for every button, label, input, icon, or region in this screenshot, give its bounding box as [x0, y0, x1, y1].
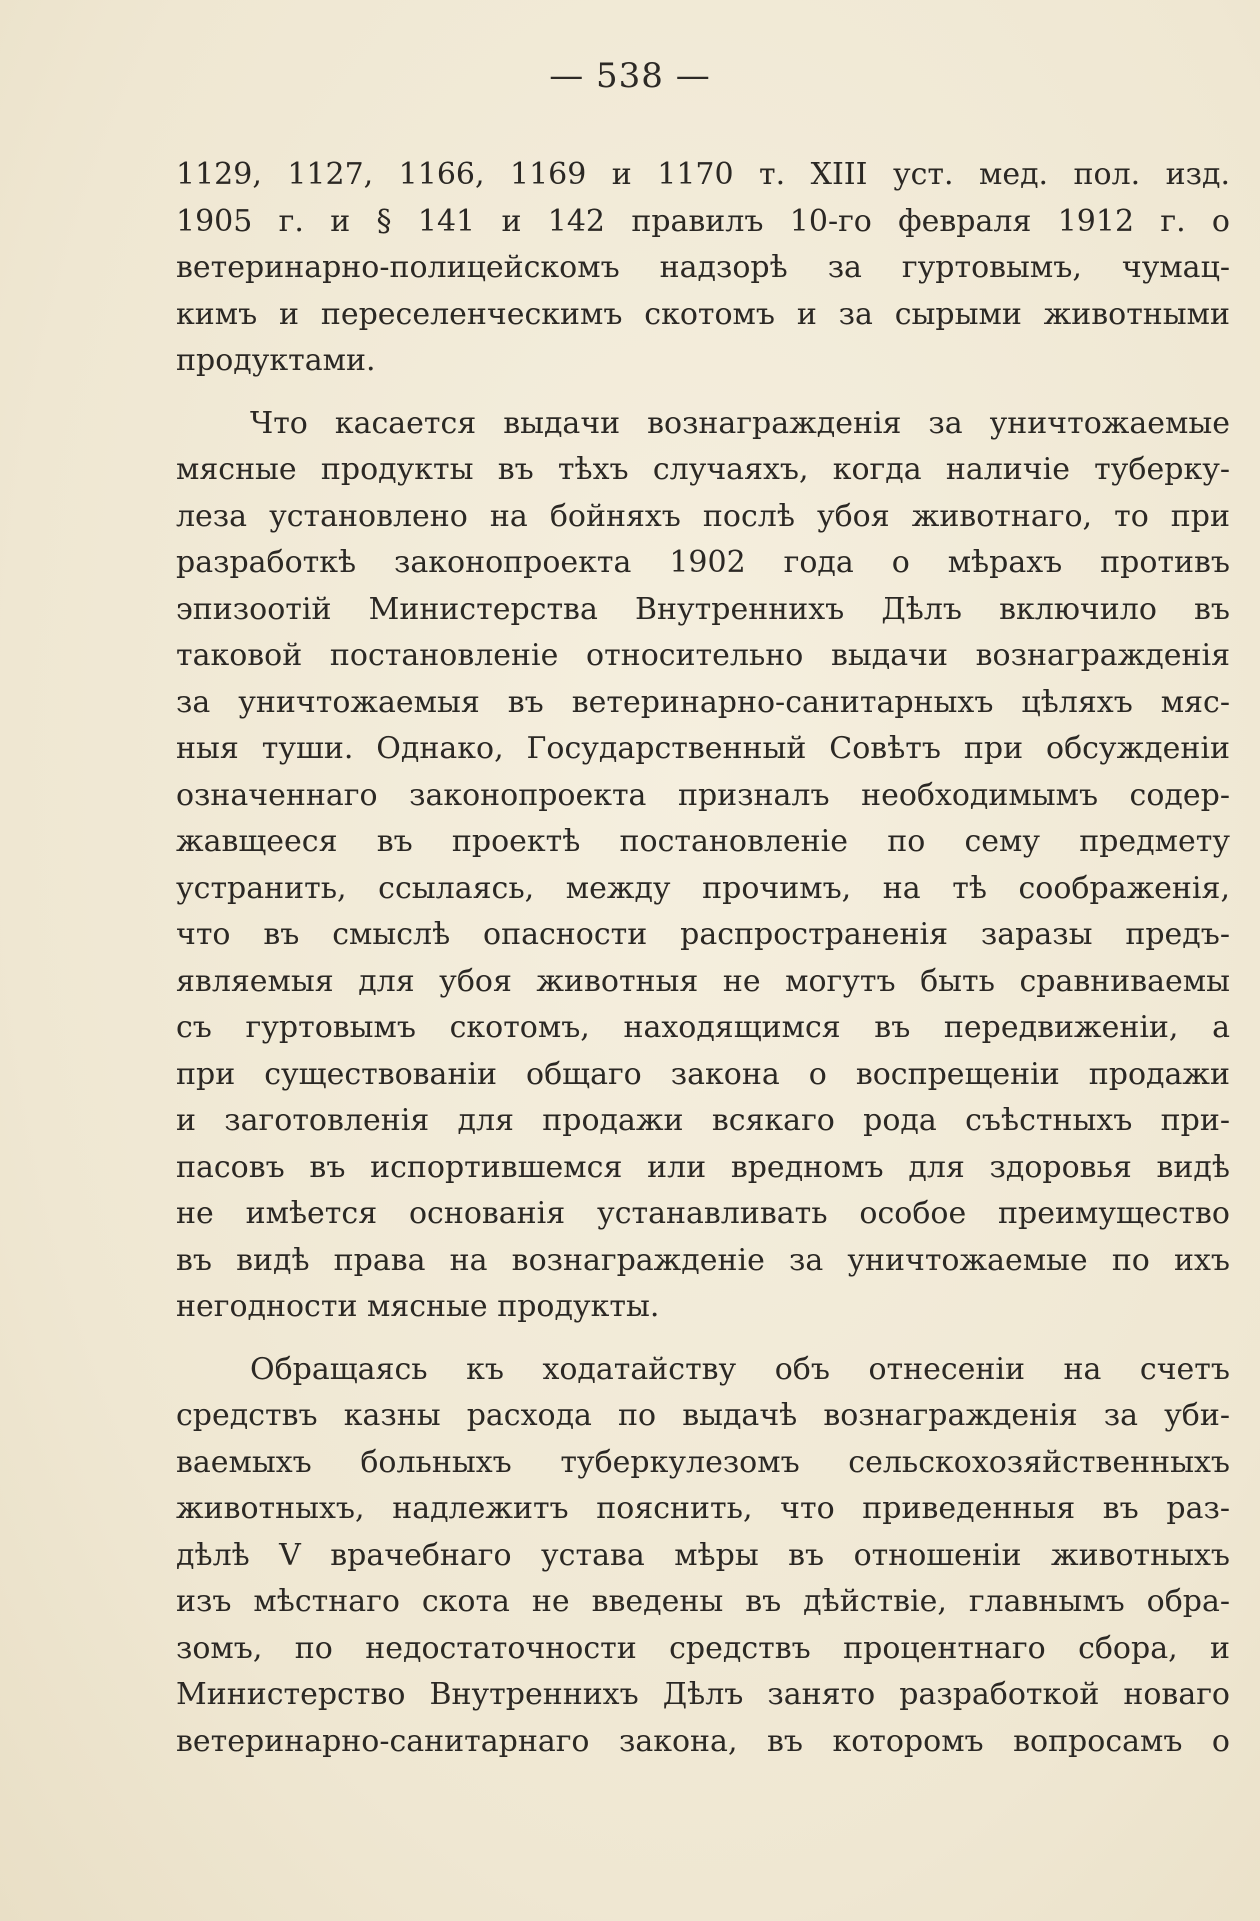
text-line: 1905 г. и § 141 и 142 правилъ 10-го февраля 1912 г. о [176, 203, 1230, 239]
text-line: таковой постановленіе относительно выдачи вознагражденія [176, 638, 1230, 673]
text-line: ветеринарно-санитарнаго закона, въ которомъ вопросамъ о [176, 1723, 1230, 1759]
text-line: дѣлѣ V врачебнаго устава мѣры въ отношеніи животныхъ [176, 1537, 1230, 1573]
paragraph-2 [176, 401, 1230, 1331]
paragraph-3 [176, 1347, 1230, 1766]
body-text [176, 152, 1230, 1765]
text-line: за уничтожаемыя въ ветеринарно-санитарныхъ цѣляхъ мяс- [176, 684, 1230, 720]
text-line: пасовъ въ испортившемся или вредномъ для здоровья видѣ [176, 1149, 1230, 1185]
text-line: и заготовленія для продажи всякаго рода съѣстныхъ при- [176, 1103, 1230, 1138]
text-line: мясные продукты въ тѣхъ случаяхъ, когда наличіе туберку- [176, 452, 1230, 487]
text-line: Что касается выдачи вознагражденія за уничтожаемые [250, 405, 1230, 441]
text-line: 1129, 1127, 1166, 1169 и 1170 т. XIII уст. мед. пол. изд. [176, 157, 1230, 192]
text-line: являемыя для убоя животныя не могутъ быть сравниваемы [176, 963, 1230, 999]
text-line: средствъ казны расхода по выдачѣ вознагражденія за уби- [176, 1398, 1230, 1433]
text-line: ветеринарно-полицейскомъ надзорѣ за гуртовымъ, чумац- [176, 250, 1230, 285]
text-line: не имѣется основанія устанавливать особое преимущество [176, 1196, 1230, 1231]
text-line: означеннаго законопроекта призналъ необходимымъ содер- [176, 777, 1230, 813]
text-line: зомъ, по недостаточности средствъ процентнаго сбора, и [176, 1630, 1230, 1666]
text-line: эпизоотій Министерства Внутреннихъ Дѣлъ включило въ [176, 591, 1230, 627]
text-line: съ гуртовымъ скотомъ, находящимся въ передвиженіи, а [176, 1010, 1230, 1045]
text-line: изъ мѣстнаго скота не введены въ дѣйствіе, главнымъ обра- [176, 1584, 1230, 1619]
text-line: ныя туши. Однако, Государственный Совѣтъ при обсужденіи [176, 731, 1230, 766]
text-line: леза установлено на бойняхъ послѣ убоя животнаго, то при [176, 498, 1230, 534]
text-line: разработкѣ законопроекта 1902 года о мѣрахъ противъ [176, 545, 1230, 580]
text-line: при существованіи общаго закона о воспрещеніи продажи [176, 1056, 1230, 1092]
text-line: негодности мясные продукты. [176, 1289, 660, 1324]
text-line: жавщееся въ проектѣ постановленіе по сему предмету [176, 824, 1230, 859]
text-line: животныхъ, надлежитъ пояснить, что приведенныя въ раз- [176, 1491, 1230, 1526]
text-line: Министерство Внутреннихъ Дѣлъ занято разработкой новаго [176, 1677, 1230, 1712]
text-line: ваемыхъ больныхъ туберкулезомъ сельскохозяйственныхъ [176, 1444, 1230, 1480]
text-line: кимъ и переселенческимъ скотомъ и за сырыми животными [176, 296, 1230, 332]
text-line: устранить, ссылаясь, между прочимъ, на тѣ соображенія, [176, 870, 1230, 906]
paragraph-gap [176, 1331, 1230, 1347]
page-number: — 538 — [549, 56, 711, 96]
paragraph-gap [176, 385, 1230, 401]
text-line: что въ смыслѣ опасности распространенія заразы предъ- [176, 917, 1230, 952]
paragraph-1 [176, 152, 1230, 385]
text-line: Обращаясь къ ходатайству объ отнесеніи на счетъ [250, 1351, 1230, 1387]
text-line: въ видѣ права на вознагражденіе за уничтожаемые по ихъ [176, 1242, 1230, 1278]
text-line: продуктами. [176, 343, 376, 378]
